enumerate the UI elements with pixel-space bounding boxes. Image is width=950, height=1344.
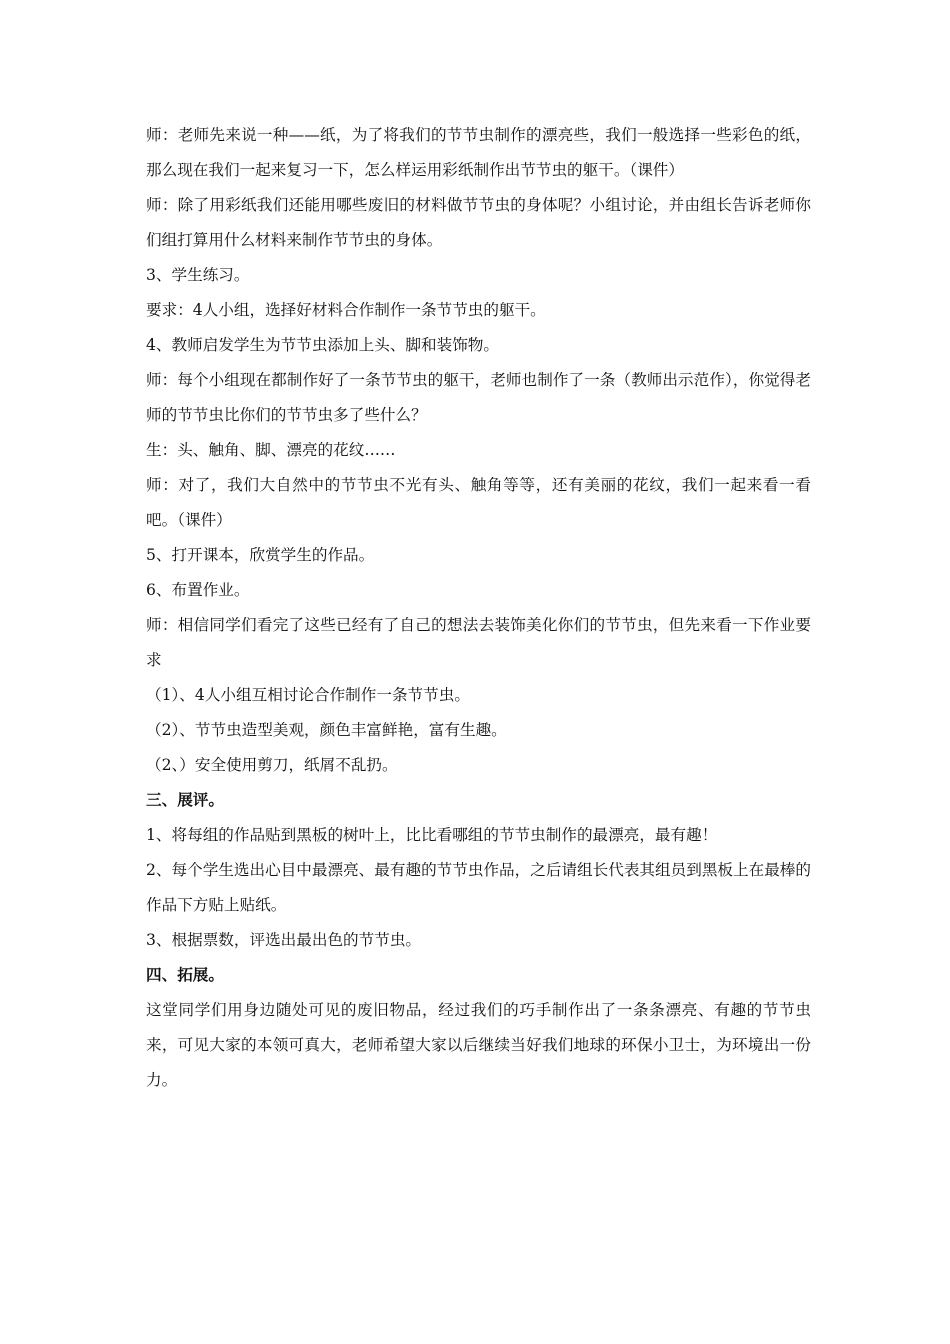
paragraph-evaluation-1: 1、将每组的作品贴到黑板的树叶上，比比看哪组的节节虫制作的最漂亮，最有趣！: [146, 826, 718, 844]
list-item-requirement-2: （2）、节节虫造型美观，颜色丰富鲜艳，富有生趣。: [146, 721, 507, 739]
paragraph-extension: 这堂同学们用身边随处可见的废旧物品，经过我们的巧手制作出了一条条漂亮、有趣的节节虫来，可见大家的本领可真大，老师希望大家以后继续当好我们地球的环保小卫士，为环境出一份力。: [146, 1001, 811, 1089]
document-body: [146, 118, 811, 1098]
paragraph-evaluation-3: 3、根据票数，评选出最出色的节节虫。: [146, 931, 422, 949]
section-heading-extension: 四、拓展。: [146, 966, 224, 984]
paragraph-teacher-homework: 师：相信同学们看完了这些已经有了自己的想法去装饰美化你们的节节虫，但先来看一下作业要求: [146, 616, 811, 669]
paragraph-teacher-materials: 师：除了用彩纸我们还能用哪些废旧的材料做节节虫的身体呢？小组讨论，并由组长告诉老师你们组打算用什么材料来制作节节虫的身体。: [146, 196, 811, 249]
paragraph-evaluation-2: 2、每个学生选出心目中最漂亮、最有趣的节节虫作品，之后请组长代表其组员到黑板上在最棒的作品下方贴上贴纸。: [146, 861, 811, 914]
paragraph-teacher-paper: 师：老师先来说一种——纸，为了将我们的节节虫制作的漂亮些，我们一般选择一些彩色的纸，那么现在我们一起来复习一下，怎么样运用彩纸制作出节节虫的躯干。（课件）: [146, 126, 811, 179]
paragraph-assign-homework: 6、布置作业。: [146, 581, 250, 599]
paragraph-student-answer: 生：头、触角、脚、漂亮的花纹……: [146, 441, 396, 459]
paragraph-teacher-sample: 师：每个小组现在都制作好了一条节节虫的躯干，老师也制作了一条（教师出示范作），你觉得老师的节节虫比你们的节节虫多了些什么？: [146, 371, 811, 424]
paragraph-teacher-inspire: 4、教师启发学生为节节虫添加上头、脚和装饰物。: [146, 336, 499, 354]
section-heading-evaluation: 三、展评。: [146, 791, 224, 809]
list-item-requirement-1: （1）、4人小组互相讨论合作制作一条节节虫。: [146, 686, 470, 704]
paragraph-student-practice: 3、学生练习。: [146, 266, 250, 284]
paragraph-open-textbook: 5、打开课本，欣赏学生的作品。: [146, 546, 375, 564]
paragraph-teacher-nature: 师：对了，我们大自然中的节节虫不光有头、触角等等，还有美丽的花纹，我们一起来看一看吧。（课件）: [146, 476, 811, 529]
list-item-requirement-3: （2、）安全使用剪刀，纸屑不乱扔。: [146, 756, 398, 774]
paragraph-requirement: 要求：4人小组，选择好材料合作制作一条节节虫的躯干。: [146, 301, 546, 319]
